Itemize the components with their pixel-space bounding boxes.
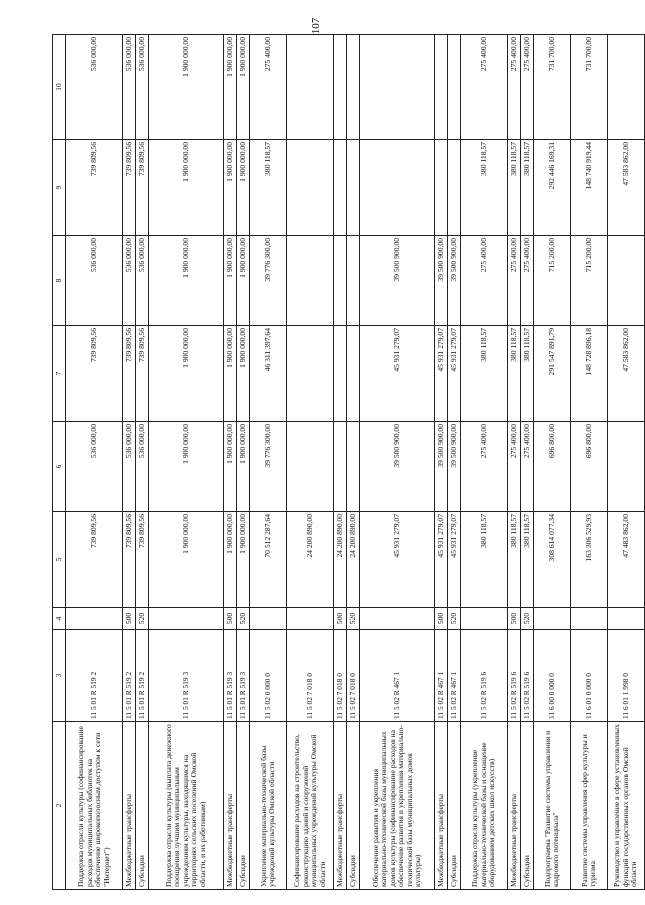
value-col-10: 536 000,00 bbox=[123, 35, 136, 140]
value-col-7 bbox=[334, 326, 347, 422]
table-row bbox=[521, 35, 534, 890]
value-col-10: 275 400,00 bbox=[461, 35, 508, 140]
value-col-9: 380 118,57 bbox=[250, 140, 287, 236]
table-row bbox=[66, 35, 123, 890]
page-number: 107 bbox=[310, 17, 322, 35]
rotated-table-container bbox=[52, 35, 639, 890]
value-col-7 bbox=[347, 326, 360, 422]
value-col-9 bbox=[334, 140, 347, 236]
budget-code: 11 6 00 0 000 0 bbox=[534, 630, 571, 722]
value-col-10: 275 400,00 bbox=[508, 35, 521, 140]
value-col-8 bbox=[287, 236, 334, 326]
value-col-6: 275 400,00 bbox=[521, 422, 534, 512]
value-col-7: 45 931 279,07 bbox=[448, 326, 461, 422]
value-col-10 bbox=[334, 35, 347, 140]
budget-code: 11 5 01 R 519 2 bbox=[66, 630, 123, 722]
value-col-6: 39 500 900,00 bbox=[435, 422, 448, 512]
value-col-10: 275 400,00 bbox=[250, 35, 287, 140]
value-col-5: 739 809,56 bbox=[136, 512, 149, 608]
value-col-7: 291 547 891,79 bbox=[534, 326, 571, 422]
row-name: Софинансирование расходов на строительство, реконструкцию зданий и сооружений муниципальных учреждений культуры Омской области bbox=[287, 722, 334, 890]
value-col-5: 70 512 287,64 bbox=[250, 512, 287, 608]
value-col-8: 536 000,00 bbox=[123, 236, 136, 326]
value-col-7: 1 900 000,00 bbox=[149, 326, 224, 422]
value-col-5: 1 900 000,00 bbox=[149, 512, 224, 608]
header-cell-6: 6 bbox=[53, 422, 66, 512]
value-col-10: 731 700,00 bbox=[534, 35, 571, 140]
budget-code: 11 5 02 7 018 0 bbox=[287, 630, 334, 722]
budget-code: 11 5 01 R 519 3 bbox=[224, 630, 237, 722]
value-col-5: 47 483 862,00 bbox=[608, 512, 645, 608]
value-col-5: 24 200 890,00 bbox=[347, 512, 360, 608]
value-col-6 bbox=[287, 422, 334, 512]
value-col-8: 536 000,00 bbox=[66, 236, 123, 326]
value-col-5: 1 900 000,00 bbox=[224, 512, 237, 608]
table-row bbox=[435, 35, 448, 890]
budget-code: 11 5 02 0 000 0 bbox=[250, 630, 287, 722]
value-col-7: 45 931 279,07 bbox=[435, 326, 448, 422]
expense-type bbox=[461, 608, 508, 630]
expense-type bbox=[149, 608, 224, 630]
budget-code: 11 5 01 R 519 3 bbox=[237, 630, 250, 722]
budget-code: 11 5 01 R 519 2 bbox=[136, 630, 149, 722]
row-name: Субсидии bbox=[237, 722, 250, 890]
value-col-5: 163 306 529,93 bbox=[571, 512, 608, 608]
value-col-8: 715 200,00 bbox=[534, 236, 571, 326]
value-col-8: 1 900 000,00 bbox=[149, 236, 224, 326]
value-col-10: 1 900 000,00 bbox=[224, 35, 237, 140]
value-col-8: 39 500 900,00 bbox=[448, 236, 461, 326]
value-col-5: 380 118,57 bbox=[521, 512, 534, 608]
expense-type: 500 bbox=[123, 608, 136, 630]
value-col-10 bbox=[287, 35, 334, 140]
table-row bbox=[360, 35, 435, 890]
value-col-8: 39 776 300,00 bbox=[250, 236, 287, 326]
value-col-7: 739 809,56 bbox=[136, 326, 149, 422]
header-cell-3: 3 bbox=[53, 630, 66, 722]
value-col-7: 739 809,56 bbox=[123, 326, 136, 422]
expense-type: 520 bbox=[347, 608, 360, 630]
value-col-6: 536 000,00 bbox=[136, 422, 149, 512]
budget-code: 11 5 02 7 018 0 bbox=[334, 630, 347, 722]
value-col-7: 47 583 862,00 bbox=[608, 326, 645, 422]
row-name: Субсидии bbox=[136, 722, 149, 890]
value-col-5: 24 200 890,00 bbox=[287, 512, 334, 608]
expense-type: 520 bbox=[448, 608, 461, 630]
expense-type: 520 bbox=[521, 608, 534, 630]
table-row bbox=[237, 35, 250, 890]
rotated-table-frame bbox=[52, 35, 639, 890]
value-col-9 bbox=[287, 140, 334, 236]
table-row bbox=[250, 35, 287, 890]
value-col-6: 696 800,00 bbox=[571, 422, 608, 512]
value-col-8: 275 400,00 bbox=[461, 236, 508, 326]
row-name: Межбюджетные трансферты bbox=[508, 722, 521, 890]
header-cell-7: 7 bbox=[53, 326, 66, 422]
value-col-7 bbox=[287, 326, 334, 422]
value-col-5: 308 614 077,34 bbox=[534, 512, 571, 608]
expense-type bbox=[360, 608, 435, 630]
value-col-10: 1 900 000,00 bbox=[237, 35, 250, 140]
value-col-10: 731 700,00 bbox=[571, 35, 608, 140]
budget-code: 11 5 02 7 018 0 bbox=[347, 630, 360, 722]
budget-table bbox=[52, 34, 645, 890]
value-col-6: 275 400,00 bbox=[508, 422, 521, 512]
value-col-6: 696 800,00 bbox=[534, 422, 571, 512]
table-row bbox=[448, 35, 461, 890]
row-name: Поддержка отрасли культуры (выплата денежного поощрения лучшим муниципальным учреждениям культуры, находящимся на территориях сельских поселений Омской области, и их работникам) bbox=[149, 722, 224, 890]
header-cell-5: 5 bbox=[53, 512, 66, 608]
value-col-6: 275 400,00 bbox=[461, 422, 508, 512]
value-col-9: 380 118,57 bbox=[461, 140, 508, 236]
value-col-5: 45 931 279,07 bbox=[448, 512, 461, 608]
value-col-6 bbox=[347, 422, 360, 512]
value-col-9: 739 809,56 bbox=[66, 140, 123, 236]
table-body bbox=[53, 35, 645, 890]
table-row bbox=[149, 35, 224, 890]
budget-code: 11 5 02 R 519 6 bbox=[521, 630, 534, 722]
expense-type bbox=[66, 608, 123, 630]
header-cell-2: 2 bbox=[53, 722, 66, 890]
value-col-9 bbox=[347, 140, 360, 236]
value-col-10 bbox=[448, 35, 461, 140]
value-col-5: 380 118,57 bbox=[461, 512, 508, 608]
budget-code: 11 5 02 R 467 1 bbox=[360, 630, 435, 722]
value-col-5: 739 809,56 bbox=[123, 512, 136, 608]
value-col-7: 45 931 279,07 bbox=[360, 326, 435, 422]
value-col-8 bbox=[347, 236, 360, 326]
expense-type bbox=[287, 608, 334, 630]
value-col-9 bbox=[360, 140, 435, 236]
row-name: Межбюджетные трансферты bbox=[123, 722, 136, 890]
row-name: Руководство и управление в сфере установленных функций государственных органов Омской области bbox=[608, 722, 645, 890]
value-col-10 bbox=[435, 35, 448, 140]
value-col-6: 39 500 900,00 bbox=[360, 422, 435, 512]
row-name: Укрепление материально-технической базы учреждений культуры Омской области bbox=[250, 722, 287, 890]
row-name: Обеспечение развития и укрепления материально-технической базы муниципальных домов культуры (софинансирование расходов на обеспечение развития и укрепления материально-технической базы муниципальных домов культуры) bbox=[360, 722, 435, 890]
row-name: Поддержка отрасли культуры (укрепление материально-технической базы и оснащение оборудованием детских школ искусств) bbox=[461, 722, 508, 890]
value-col-7: 380 118,57 bbox=[461, 326, 508, 422]
value-col-6: 1 900 000,00 bbox=[237, 422, 250, 512]
table-row bbox=[136, 35, 149, 890]
row-name: Межбюджетные трансферты bbox=[224, 722, 237, 890]
table-row bbox=[534, 35, 571, 890]
value-col-7: 1 900 000,00 bbox=[237, 326, 250, 422]
table-row bbox=[224, 35, 237, 890]
value-col-7: 739 809,56 bbox=[66, 326, 123, 422]
table-row bbox=[461, 35, 508, 890]
budget-code: 11 6 01 0 000 0 bbox=[571, 630, 608, 722]
expense-type bbox=[250, 608, 287, 630]
value-col-5: 45 931 279,07 bbox=[360, 512, 435, 608]
value-col-8: 275 400,00 bbox=[508, 236, 521, 326]
header-cell-8: 8 bbox=[53, 236, 66, 326]
expense-type: 500 bbox=[435, 608, 448, 630]
value-col-9: 739 809,56 bbox=[136, 140, 149, 236]
expense-type: 520 bbox=[136, 608, 149, 630]
value-col-10: 275 400,00 bbox=[521, 35, 534, 140]
value-col-5: 45 931 279,07 bbox=[435, 512, 448, 608]
value-col-5: 24 200 890,00 bbox=[334, 512, 347, 608]
expense-type: 500 bbox=[334, 608, 347, 630]
table-row bbox=[287, 35, 334, 890]
expense-type bbox=[534, 608, 571, 630]
value-col-9: 148 740 919,44 bbox=[571, 140, 608, 236]
value-col-6 bbox=[608, 422, 645, 512]
value-col-6: 39 776 300,00 bbox=[250, 422, 287, 512]
expense-type: 500 bbox=[224, 608, 237, 630]
value-col-9: 1 900 000,00 bbox=[149, 140, 224, 236]
row-name: Межбюджетные трансферты bbox=[334, 722, 347, 890]
value-col-8: 39 500 900,00 bbox=[360, 236, 435, 326]
expense-type bbox=[608, 608, 645, 630]
row-name: Подпрограмма "Развитие системы управления и кадрового потенциала" bbox=[534, 722, 571, 890]
header-cell-9: 9 bbox=[53, 140, 66, 236]
budget-code: 11 5 01 R 519 3 bbox=[149, 630, 224, 722]
value-col-6: 536 000,00 bbox=[123, 422, 136, 512]
row-name: Субсидии bbox=[347, 722, 360, 890]
value-col-9: 1 900 000,00 bbox=[237, 140, 250, 236]
budget-code: 11 5 01 R 519 2 bbox=[123, 630, 136, 722]
value-col-8: 39 500 900,00 bbox=[435, 236, 448, 326]
value-col-9 bbox=[448, 140, 461, 236]
value-col-5: 739 809,56 bbox=[66, 512, 123, 608]
value-col-9: 739 809,56 bbox=[123, 140, 136, 236]
value-col-10 bbox=[347, 35, 360, 140]
value-col-9: 380 118,57 bbox=[508, 140, 521, 236]
value-col-9 bbox=[435, 140, 448, 236]
value-col-5: 380 118,57 bbox=[508, 512, 521, 608]
value-col-8 bbox=[334, 236, 347, 326]
value-col-8: 1 900 000,00 bbox=[237, 236, 250, 326]
value-col-10: 536 000,00 bbox=[66, 35, 123, 140]
budget-code: 11 6 01 1 998 0 bbox=[608, 630, 645, 722]
value-col-6: 1 900 000,00 bbox=[149, 422, 224, 512]
value-col-10: 536 000,00 bbox=[136, 35, 149, 140]
budget-code: 11 5 02 R 467 1 bbox=[435, 630, 448, 722]
value-col-5: 1 900 000,00 bbox=[237, 512, 250, 608]
value-col-8: 715 200,00 bbox=[571, 236, 608, 326]
expense-type bbox=[571, 608, 608, 630]
value-col-6: 39 500 900,00 bbox=[448, 422, 461, 512]
row-name: Развитие системы управления сфер культуры и туризма bbox=[571, 722, 608, 890]
row-name: Поддержка отрасли культуры (софинансирование расходов муниципальных библиотек на обеспечение широкополосным доступом к сети "Интернет") bbox=[66, 722, 123, 890]
value-col-8: 275 400,00 bbox=[521, 236, 534, 326]
header-cell-4: 4 bbox=[53, 608, 66, 630]
table-row bbox=[571, 35, 608, 890]
value-col-8: 536 000,00 bbox=[136, 236, 149, 326]
value-col-10 bbox=[360, 35, 435, 140]
header-row bbox=[53, 35, 66, 890]
value-col-7: 380 118,57 bbox=[508, 326, 521, 422]
row-name: Субсидии bbox=[521, 722, 534, 890]
budget-code: 11 5 02 R 519 6 bbox=[508, 630, 521, 722]
value-col-6 bbox=[334, 422, 347, 512]
budget-code: 11 5 02 R 519 6 bbox=[461, 630, 508, 722]
expense-type: 500 bbox=[508, 608, 521, 630]
table-row bbox=[334, 35, 347, 890]
budget-code: 11 5 02 R 467 1 bbox=[448, 630, 461, 722]
value-col-9: 47 583 862,00 bbox=[608, 140, 645, 236]
header-cell-10: 10 bbox=[53, 35, 66, 140]
value-col-9: 1 900 000,00 bbox=[224, 140, 237, 236]
value-col-7: 1 900 000,00 bbox=[224, 326, 237, 422]
value-col-8: 1 900 000,00 bbox=[224, 236, 237, 326]
row-name: Субсидии bbox=[448, 722, 461, 890]
value-col-10 bbox=[608, 35, 645, 140]
value-col-9: 380 118,57 bbox=[521, 140, 534, 236]
table-row bbox=[608, 35, 645, 890]
value-col-10: 1 900 000,00 bbox=[149, 35, 224, 140]
value-col-6: 536 000,00 bbox=[66, 422, 123, 512]
row-name: Межбюджетные трансферты bbox=[435, 722, 448, 890]
value-col-9: 292 446 169,31 bbox=[534, 140, 571, 236]
table-row bbox=[347, 35, 360, 890]
value-col-6: 1 900 000,00 bbox=[224, 422, 237, 512]
value-col-8 bbox=[608, 236, 645, 326]
value-col-7: 46 311 397,64 bbox=[250, 326, 287, 422]
table-row bbox=[123, 35, 136, 890]
table-row bbox=[508, 35, 521, 890]
value-col-7: 148 728 896,18 bbox=[571, 326, 608, 422]
value-col-7: 380 118,57 bbox=[521, 326, 534, 422]
expense-type: 520 bbox=[237, 608, 250, 630]
